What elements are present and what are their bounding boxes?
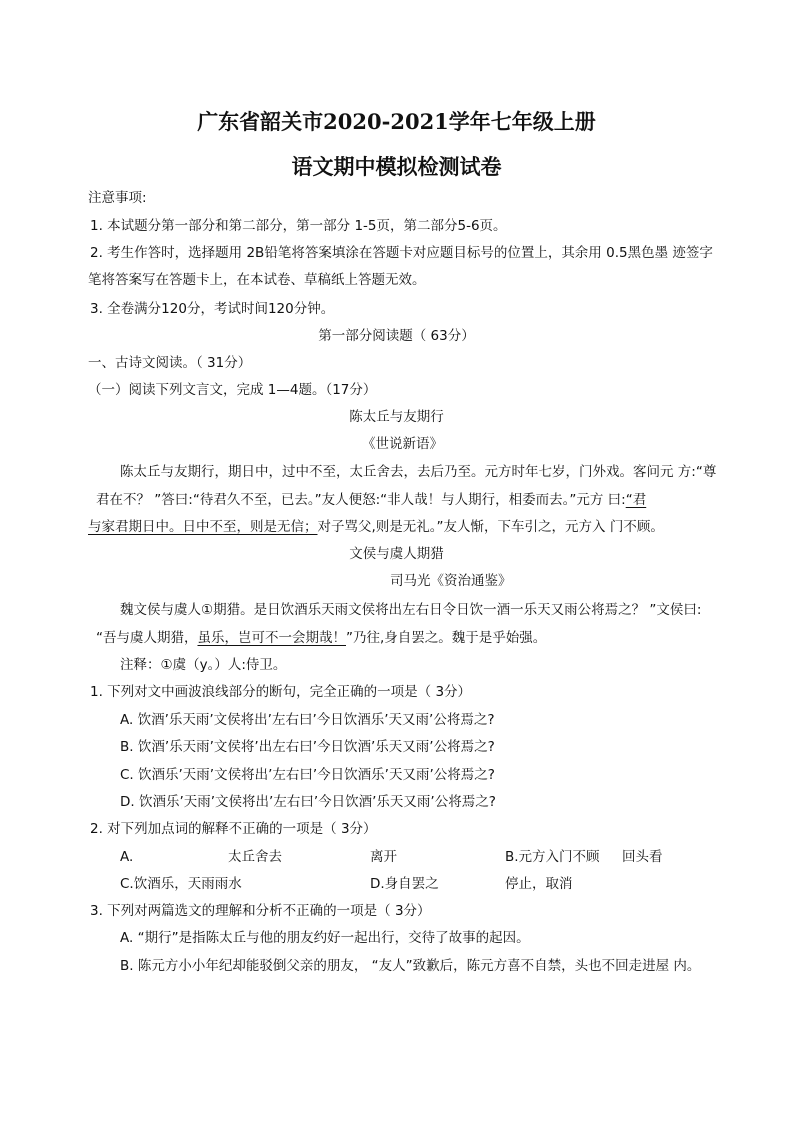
question-1-option-b: B. 饮酒’乐天雨’文侯将’出左右曰’今日饮酒’乐天又雨’公将焉之? xyxy=(120,739,495,755)
part1-heading: 第一部分阅读题（ 63分） xyxy=(318,328,475,344)
question-1-option-c: C. 饮酒乐’天雨’文侯将出’左右曰’今日饮酒乐’天又雨’公将焉之? xyxy=(120,767,495,783)
question-1-stem: 1. 下列对文中画波浪线部分的断句，完全正确的一项是（ 3分） xyxy=(90,684,472,700)
text2-paragraph-line2 xyxy=(96,630,546,646)
text2-line2-underlined: 虽乐，岂可不一会期哉！ xyxy=(197,630,346,646)
text1-paragraph-line2 xyxy=(96,492,646,508)
notice-heading: 注意事项: xyxy=(88,190,147,206)
question-2-option-c-text: C.饮酒乐，天雨雨水 xyxy=(120,876,242,892)
question-3-option-a: A. “期行”是指陈太丘与他的朋友约好一起出行，交待了故事的起因。 xyxy=(120,930,530,946)
notice-item-2a: 2. 考生作答时，选择题用 2B铅笔将答案填涂在答题卡对应题目标号的位置上，其余用 0.5黑色墨 迹签字 xyxy=(90,245,713,261)
text1-line3-underlined: 与家君期日中。日中不至，则是无信； xyxy=(88,519,318,535)
text2-title: 文侯与虞人期猎 xyxy=(349,546,444,562)
exam-title-line1: 广东省韶关市2020-2021学年七年级上册 xyxy=(197,109,596,134)
question-2-option-d-meaning: 停止，取消 xyxy=(505,876,573,892)
text1-title: 陈太丘与友期行 xyxy=(349,409,444,425)
text2-note: 注释：①虞（y。）人:侍卫。 xyxy=(120,657,287,673)
notice-item-1: 1. 本试题分第一部分和第二部分，第一部分 1-5页，第二部分5-6页。 xyxy=(90,218,507,234)
text2-line2-plain-a: “吾与虞人期猎， xyxy=(96,630,198,646)
question-2-option-d-text: D.身自罢之 xyxy=(370,876,439,892)
text1-paragraph-line1: 陈太丘与友期行，期日中，过中不至，太丘舍去，去后乃至。元方时年七岁，门外戏。客问元 方:“尊 xyxy=(120,464,717,480)
text1-line2-underlined: “君 xyxy=(625,492,647,508)
question-2-option-a-label: A. xyxy=(120,849,134,865)
question-2-option-a-meaning: 离开 xyxy=(370,849,397,865)
subsection1-heading: （一）阅读下列文言文，完成 1—4题。（17分） xyxy=(88,382,377,398)
question-2-option-b-meaning: 回头看 xyxy=(622,849,663,865)
exam-title-line2: 语文期中模拟检测试卷 xyxy=(291,154,502,179)
question-1-option-d: D. 饮酒乐’天雨’文侯将出’左右曰’今日饮酒’乐天又雨’公将焉之? xyxy=(120,794,496,810)
text1-source: 《世说新语》 xyxy=(362,436,443,452)
question-2-stem: 2. 对下列加点词的解释不正确的一项是（ 3分） xyxy=(90,821,377,837)
question-2-option-a-text: 太丘舍去 xyxy=(228,849,282,865)
question-3-stem: 3. 下列对两篇选文的理解和分析不正确的一项是（ 3分） xyxy=(90,903,431,919)
question-3-option-b: B. 陈元方小小年纪却能驳倒父亲的朋友， “友人”致歉后，陈元方喜不自禁，头也不回走进屋 内。 xyxy=(120,958,701,974)
question-1-option-a: A. 饮酒’乐天雨’文侯将出’左右曰’今日饮酒乐’天又雨’公将焉之? xyxy=(120,712,495,728)
question-2-option-b-text: B.元方入门不顾 xyxy=(505,849,600,865)
notice-item-2b: 笔将答案写在答题卡上，在本试卷、草稿纸上答题无效。 xyxy=(88,272,426,288)
notice-item-3: 3. 全卷满分120分，考试时间120分钟。 xyxy=(90,301,335,317)
text2-paragraph-line1: 魏文侯与虞人①期猎。是日饮酒乐天雨文侯将出左右日令日饮一酒一乐天又雨公将焉之？ ”文侯曰: xyxy=(120,602,702,618)
text2-source: 司马光《资治通鉴》 xyxy=(390,573,512,589)
text1-paragraph-line3 xyxy=(88,519,664,535)
text2-line2-plain-b: ”乃往,身自罢之。魏于是乎始强。 xyxy=(346,630,547,646)
text1-line3-plain: 对子骂父,则是无礼。”友人惭，下车引之，元方入 门不顾。 xyxy=(317,519,664,535)
text1-line2-plain: 君在不？ ”答曰:“待君久不至，已去。”友人便怒:“非人哉！与人期行，相委而去。”元方 曰: xyxy=(96,492,626,508)
section1-heading: 一、古诗文阅读。（ 31分） xyxy=(88,355,252,371)
